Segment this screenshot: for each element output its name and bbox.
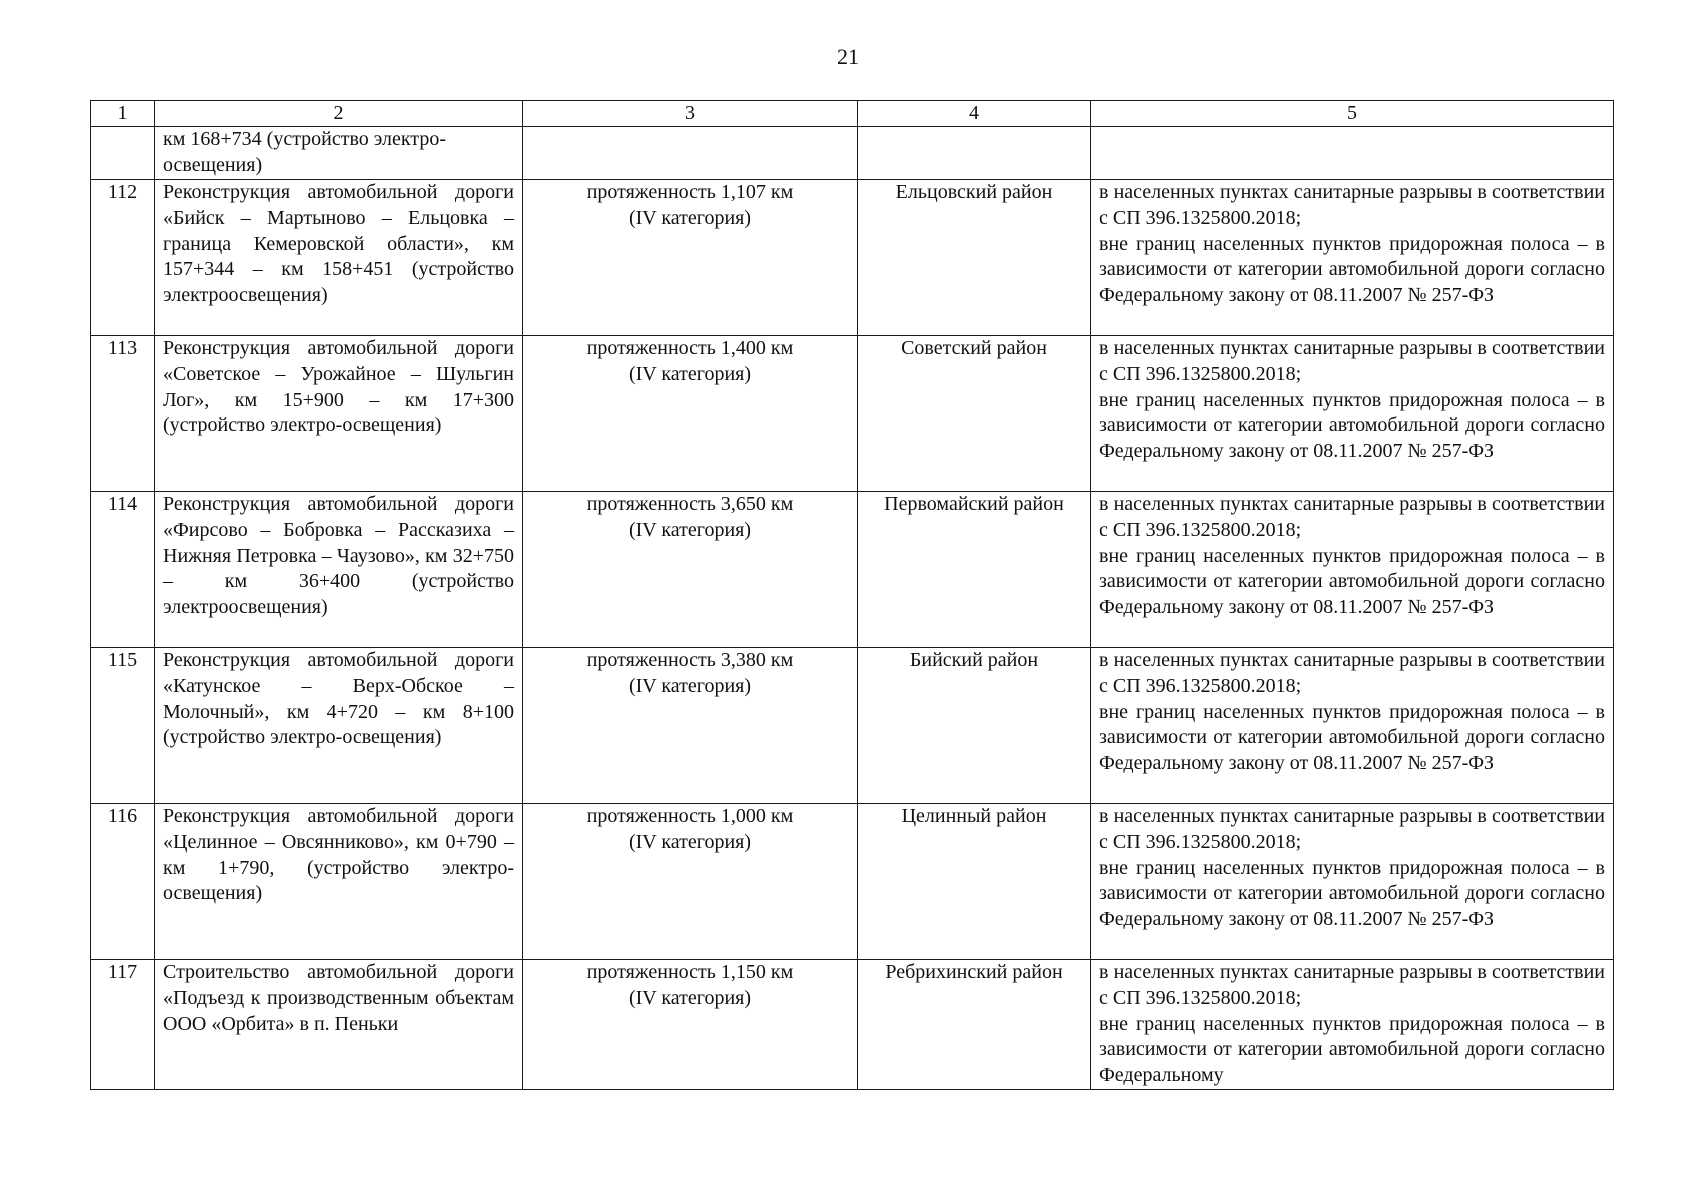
row-number: 115 xyxy=(91,648,155,804)
row-number: 113 xyxy=(91,336,155,492)
object-length-text: протяженность 3,650 км (IV категория) xyxy=(586,493,794,541)
object-length xyxy=(523,492,858,648)
object-length-text: протяженность 1,000 км (IV категория) xyxy=(586,805,794,853)
object-length xyxy=(523,804,858,960)
table-row xyxy=(91,336,1614,492)
object-name-text: км 168+734 (устройство электро- освещения) xyxy=(163,128,446,176)
column-number-header-row xyxy=(91,101,1614,127)
table-row xyxy=(91,804,1614,960)
object-length xyxy=(523,960,858,1090)
object-zone-text: в населенных пунктах санитарные разрывы в соответствии с СП 396.1325800.2018; вне границ населенных пунктов придорожная полоса – в зависимости от категории автомобильной дороги согласно Федеральному закону от 08.11.2007 № 257-ФЗ xyxy=(1099,649,1605,775)
column-header-3: 3 xyxy=(523,101,858,127)
object-zone-text: в населенных пунктах санитарные разрывы в соответствии с СП 396.1325800.2018; вне границ населенных пунктов придорожная полоса – в зависимости от категории автомобильной дороги согласно Федеральному закону от 08.11.2007 № 257-ФЗ xyxy=(1099,805,1605,931)
object-length-text: протяженность 1,400 км (IV категория) xyxy=(586,337,794,385)
object-zone xyxy=(1091,336,1614,492)
table-row xyxy=(91,492,1614,648)
object-name xyxy=(155,127,523,180)
object-name: Реконструкция автомобильной дороги «Советское – Урожайное – Шульгин Лог», км 15+900 – км 17+300 (устройство электро-освещения) xyxy=(155,336,523,492)
row-number: 116 xyxy=(91,804,155,960)
column-header-4: 4 xyxy=(858,101,1091,127)
table-row xyxy=(91,960,1614,1090)
object-zone xyxy=(1091,492,1614,648)
object-district: Ельцовский район xyxy=(858,180,1091,336)
object-district: Первомайский район xyxy=(858,492,1091,648)
column-header-2: 2 xyxy=(155,101,523,127)
object-district: Советский район xyxy=(858,336,1091,492)
row-number: 114 xyxy=(91,492,155,648)
column-header-5: 5 xyxy=(1091,101,1614,127)
object-length-text: протяженность 1,107 км (IV категория) xyxy=(586,181,794,229)
object-length xyxy=(523,180,858,336)
object-name: Реконструкция автомобильной дороги «Фирсово – Бобровка – Рассказиха – Нижняя Петровка – Чаузово», км 32+750 – км 36+400 (устройство электроосвещения) xyxy=(155,492,523,648)
object-zone xyxy=(1091,180,1614,336)
object-name: Реконструкция автомобильной дороги «Бийск – Мартыново – Ельцовка – граница Кемеровской области», км 157+344 – км 158+451 (устройство электроосвещения) xyxy=(155,180,523,336)
page-number: 21 xyxy=(837,44,859,69)
object-length-text: протяженность 3,380 км (IV категория) xyxy=(586,649,794,697)
object-zone-text: в населенных пунктах санитарные разрывы в соответствии с СП 396.1325800.2018; вне границ населенных пунктов придорожная полоса – в зависимости от категории автомобильной дороги согласно Федеральному закону от 08.11.2007 № 257-ФЗ xyxy=(1099,493,1605,619)
table-row xyxy=(91,180,1614,336)
continued-row xyxy=(91,127,1614,180)
column-header-1: 1 xyxy=(91,101,155,127)
object-district: Бийский район xyxy=(858,648,1091,804)
object-name: Реконструкция автомобильной дороги «Целинное – Овсянниково», км 0+790 – км 1+790, (устройство электро-освещения) xyxy=(155,804,523,960)
object-zone-text: в населенных пунктах санитарные разрывы в соответствии с СП 396.1325800.2018; вне границ населенных пунктов придорожная полоса – в зависимости от категории автомобильной дороги согласно Федеральному закону от 08.11.2007 № 257-ФЗ xyxy=(1099,181,1605,307)
object-name: Реконструкция автомобильной дороги «Катунское – Верх-Обское – Молочный», км 4+720 – км 8+100 (устройство электро-освещения) xyxy=(155,648,523,804)
object-length-text: протяженность 1,150 км (IV категория) xyxy=(586,961,794,1009)
object-length xyxy=(523,336,858,492)
object-district: Целинный район xyxy=(858,804,1091,960)
table-row xyxy=(91,648,1614,804)
row-number: 112 xyxy=(91,180,155,336)
object-zone xyxy=(1091,127,1614,180)
object-length xyxy=(523,648,858,804)
object-zone xyxy=(1091,648,1614,804)
object-district: Ребрихинский район xyxy=(858,960,1091,1090)
object-length xyxy=(523,127,858,180)
object-zone-text: в населенных пунктах санитарные разрывы в соответствии с СП 396.1325800.2018; вне границ населенных пунктов придорожная полоса – в зависимости от категории автомобильной дороги согласно Федеральному закону от 08.11.2007 № 257-ФЗ xyxy=(1099,337,1605,463)
object-zone xyxy=(1091,804,1614,960)
object-zone-text: в населенных пунктах санитарные разрывы в соответствии с СП 396.1325800.2018; вне границ населенных пунктов придорожная полоса – в зависимости от категории автомобильной дороги согласно Федеральному xyxy=(1099,961,1605,1087)
objects-table xyxy=(90,100,1614,1090)
row-number: 117 xyxy=(91,960,155,1090)
object-name: Строительство автомобильной дороги «Подъезд к производственным объектам ООО «Орбита» в п. Пеньки xyxy=(155,960,523,1090)
row-number xyxy=(91,127,155,180)
object-district xyxy=(858,127,1091,180)
object-zone xyxy=(1091,960,1614,1090)
